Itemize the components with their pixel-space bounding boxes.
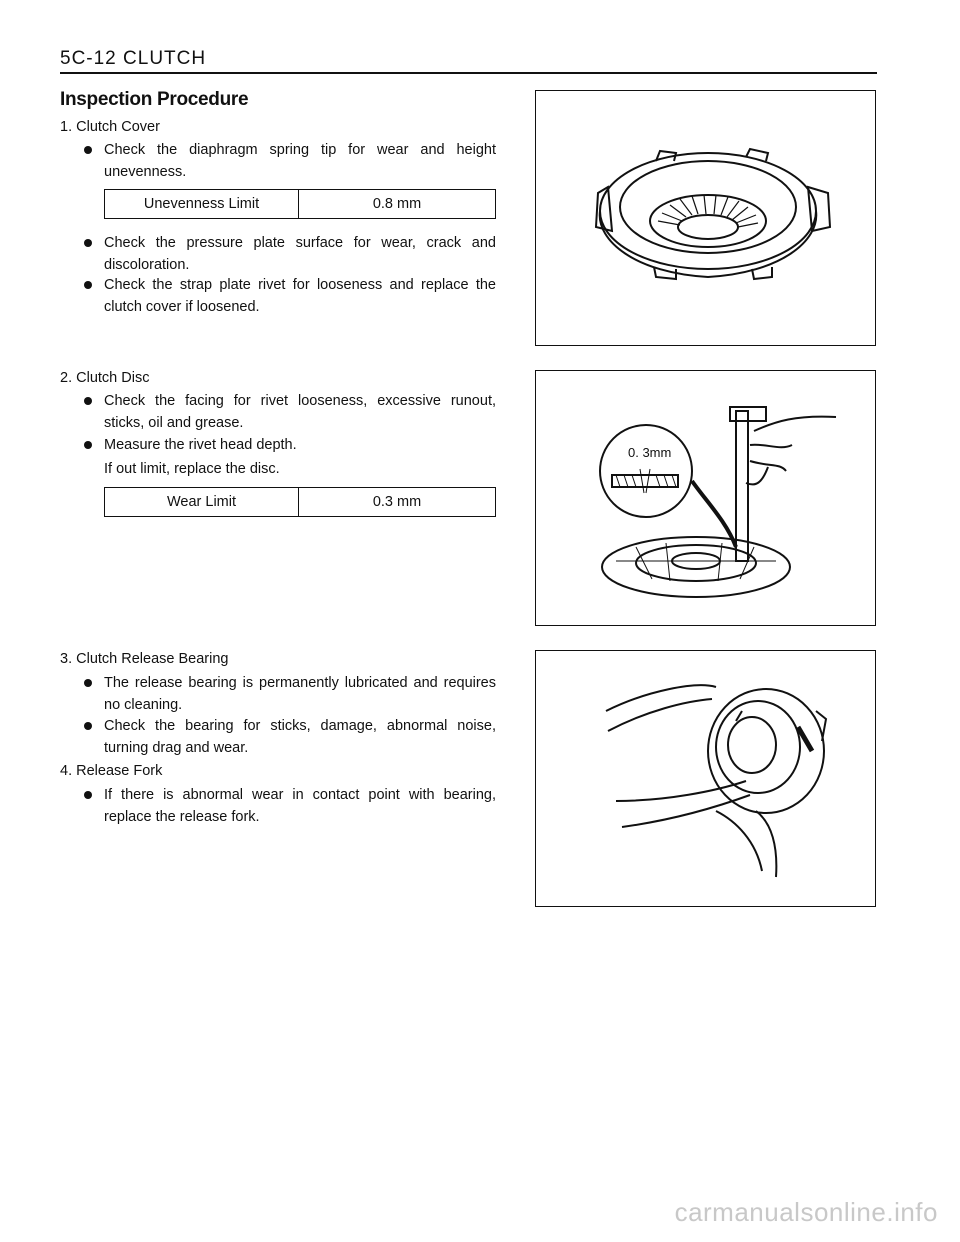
item-heading-clutch-disc: 2. Clutch Disc: [60, 370, 150, 386]
item-heading-release-fork: 4. Release Fork: [60, 763, 163, 779]
clutch-disc-illustration: [536, 371, 874, 624]
bullet-pressure-plate-check: Check the pressure plate surface for wear, crack and discoloration.: [104, 232, 496, 276]
bullet-diaphragm-check: Check the diaphragm spring tip for wear and height unevenness.: [104, 139, 496, 183]
header-rule: [60, 72, 877, 74]
note-replace-disc: If out limit, replace the disc.: [104, 461, 280, 477]
bullet-strap-plate-check: Check the strap plate rivet for looseness and replace the clutch cover if loosened.: [104, 274, 496, 318]
page-header-title: 5C-12 CLUTCH: [60, 48, 207, 69]
spec-value: 0.3 mm: [372, 494, 422, 510]
figure-clutch-cover: [535, 90, 876, 346]
bullet-release-fork-check: If there is abnormal wear in contact point with bearing, replace the release fork.: [104, 784, 496, 828]
clutch-cover-illustration: [536, 91, 874, 344]
disc-callout-label: 0. 3mm: [628, 445, 672, 460]
release-bearing-illustration: [536, 651, 874, 905]
bullet-rivet-depth: Measure the rivet head depth.: [104, 434, 496, 456]
bullet-bearing-lubricated: The release bearing is permanently lubricated and requires no cleaning.: [104, 672, 496, 716]
bullet-facing-check: Check the facing for rivet looseness, excessive runout, sticks, oil and grease.: [104, 390, 496, 434]
spec-label: Wear Limit: [105, 488, 299, 516]
item-heading-clutch-cover: 1. Clutch Cover: [60, 119, 160, 135]
bullet-bearing-check: Check the bearing for sticks, damage, abnormal noise, turning drag and wear.: [104, 715, 496, 759]
spec-label: Unevenness Limit: [105, 190, 299, 218]
spec-table-wear: [104, 487, 496, 517]
spec-table-unevenness: [104, 189, 496, 219]
section-title: Inspection Procedure: [60, 89, 249, 110]
watermark: carmanualsonline.info: [674, 1197, 938, 1227]
figure-clutch-disc: [535, 370, 876, 626]
spec-value: 0.8 mm: [372, 196, 422, 212]
item-heading-release-bearing: 3. Clutch Release Bearing: [60, 651, 229, 667]
figure-release-bearing: [535, 650, 876, 907]
